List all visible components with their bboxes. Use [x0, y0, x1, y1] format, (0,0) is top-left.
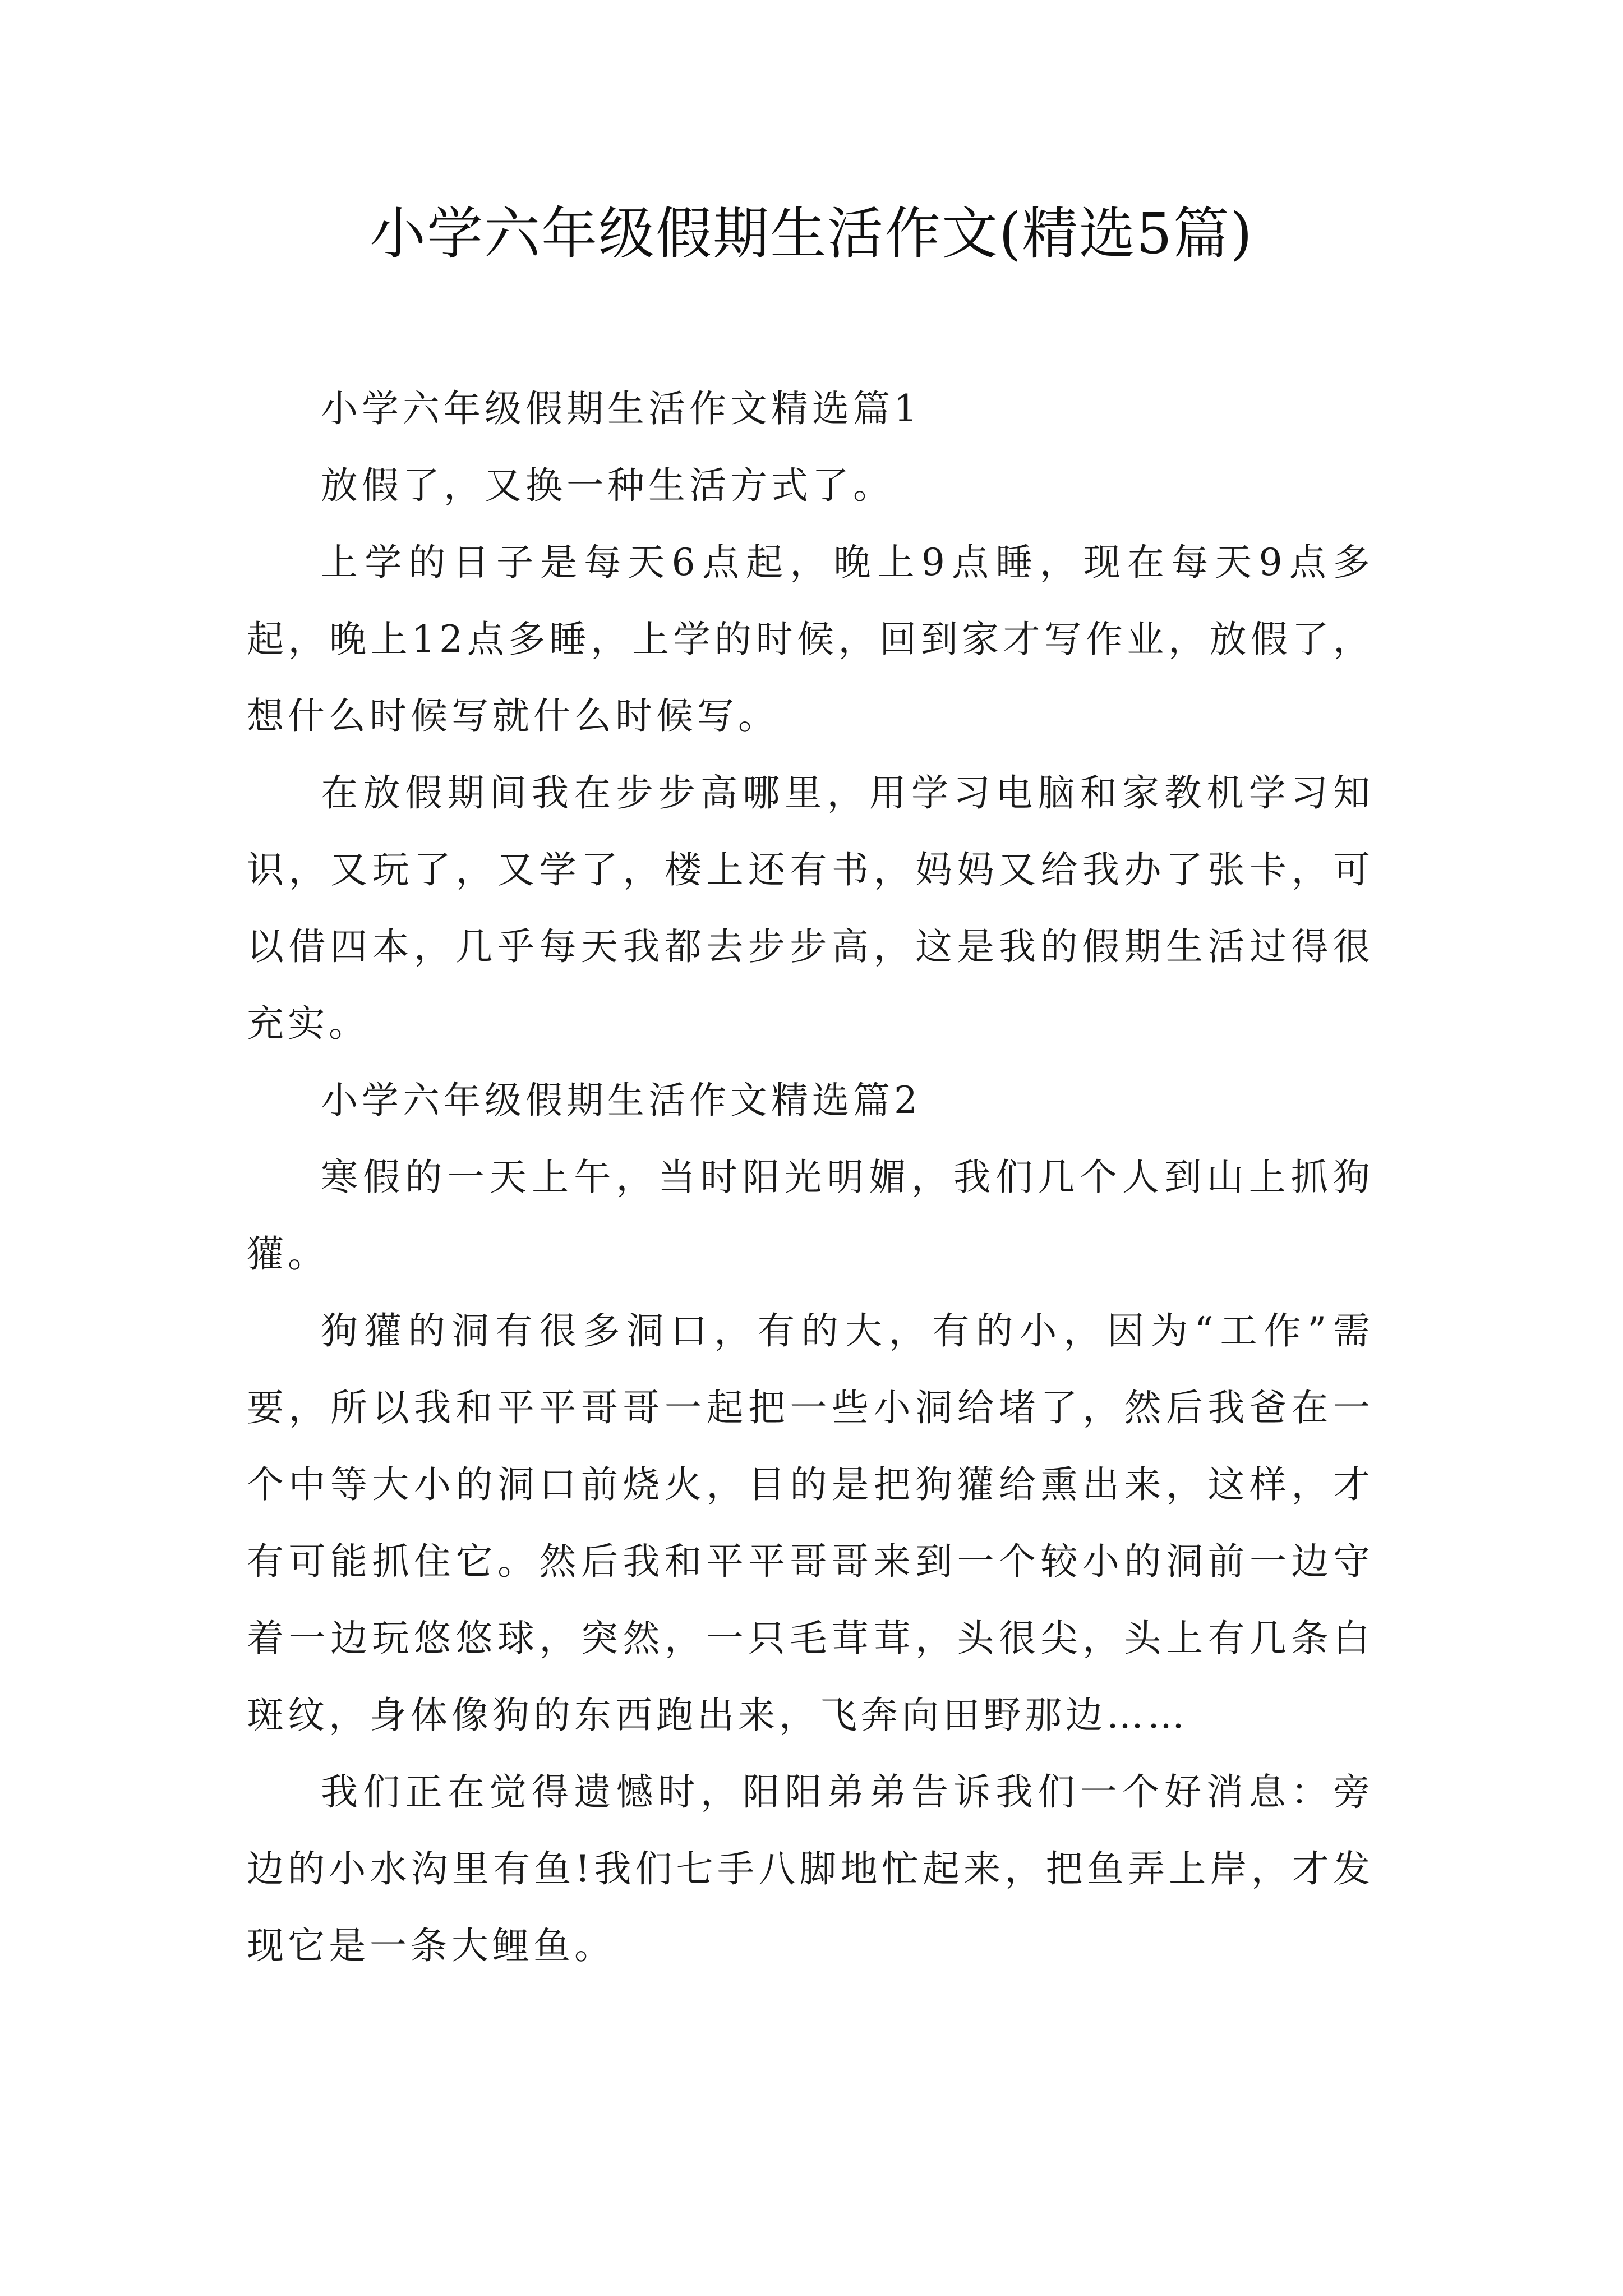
document-title: 小学六年级假期生活作文(精选5篇): [370, 201, 1253, 266]
paragraph: 寒假的一天上午，当时阳光明媚，我们几个人到山上抓狗獾。: [247, 1156, 1374, 1276]
paragraph: 上学的日子是每天6点起，晚上9点睡，现在每天9点多起，晚上12点多睡，上学的时候，回到家才写作业，放假了，想什么时候写就什么时候写。: [247, 541, 1374, 738]
paragraph: 放假了，又换一种生活方式了。: [321, 464, 894, 507]
paragraph: 在放假期间我在步步高哪里，用学习电脑和家教机学习知识，又玩了，又学了，楼上还有书，妈妈又给我办了张卡，可以借四本，几乎每天我都去步步高，这是我的假期生活过得很充实。: [247, 771, 1374, 1045]
paragraph: 我们正在觉得遗憾时，阳阳弟弟告诉我们一个好消息：旁边的小水沟里有鱼!我们七手八脚地忙起来，把鱼弄上岸，才发现它是一条大鲤鱼。: [247, 1770, 1374, 1967]
paragraph: 狗獾的洞有很多洞口，有的大，有的小，因为“工作”需要，所以我和平平哥哥一起把一些小洞给堵了，然后我爸在一个中等大小的洞口前烧火，目的是把狗獾给熏出来，这样，才有可能抓住它。然后我和平平哥哥来到一个较小的洞前一边守着一边玩悠悠球，突然，一只毛茸茸，头很尖，头上有几条白斑纹，身体像狗的东西跑出来，飞奔向田野那边……: [247, 1309, 1374, 1737]
section-heading: 小学六年级假期生活作文精选篇1: [321, 387, 921, 430]
document-body: [247, 370, 1374, 1984]
section-heading: 小学六年级假期生活作文精选篇2: [321, 1079, 921, 1122]
